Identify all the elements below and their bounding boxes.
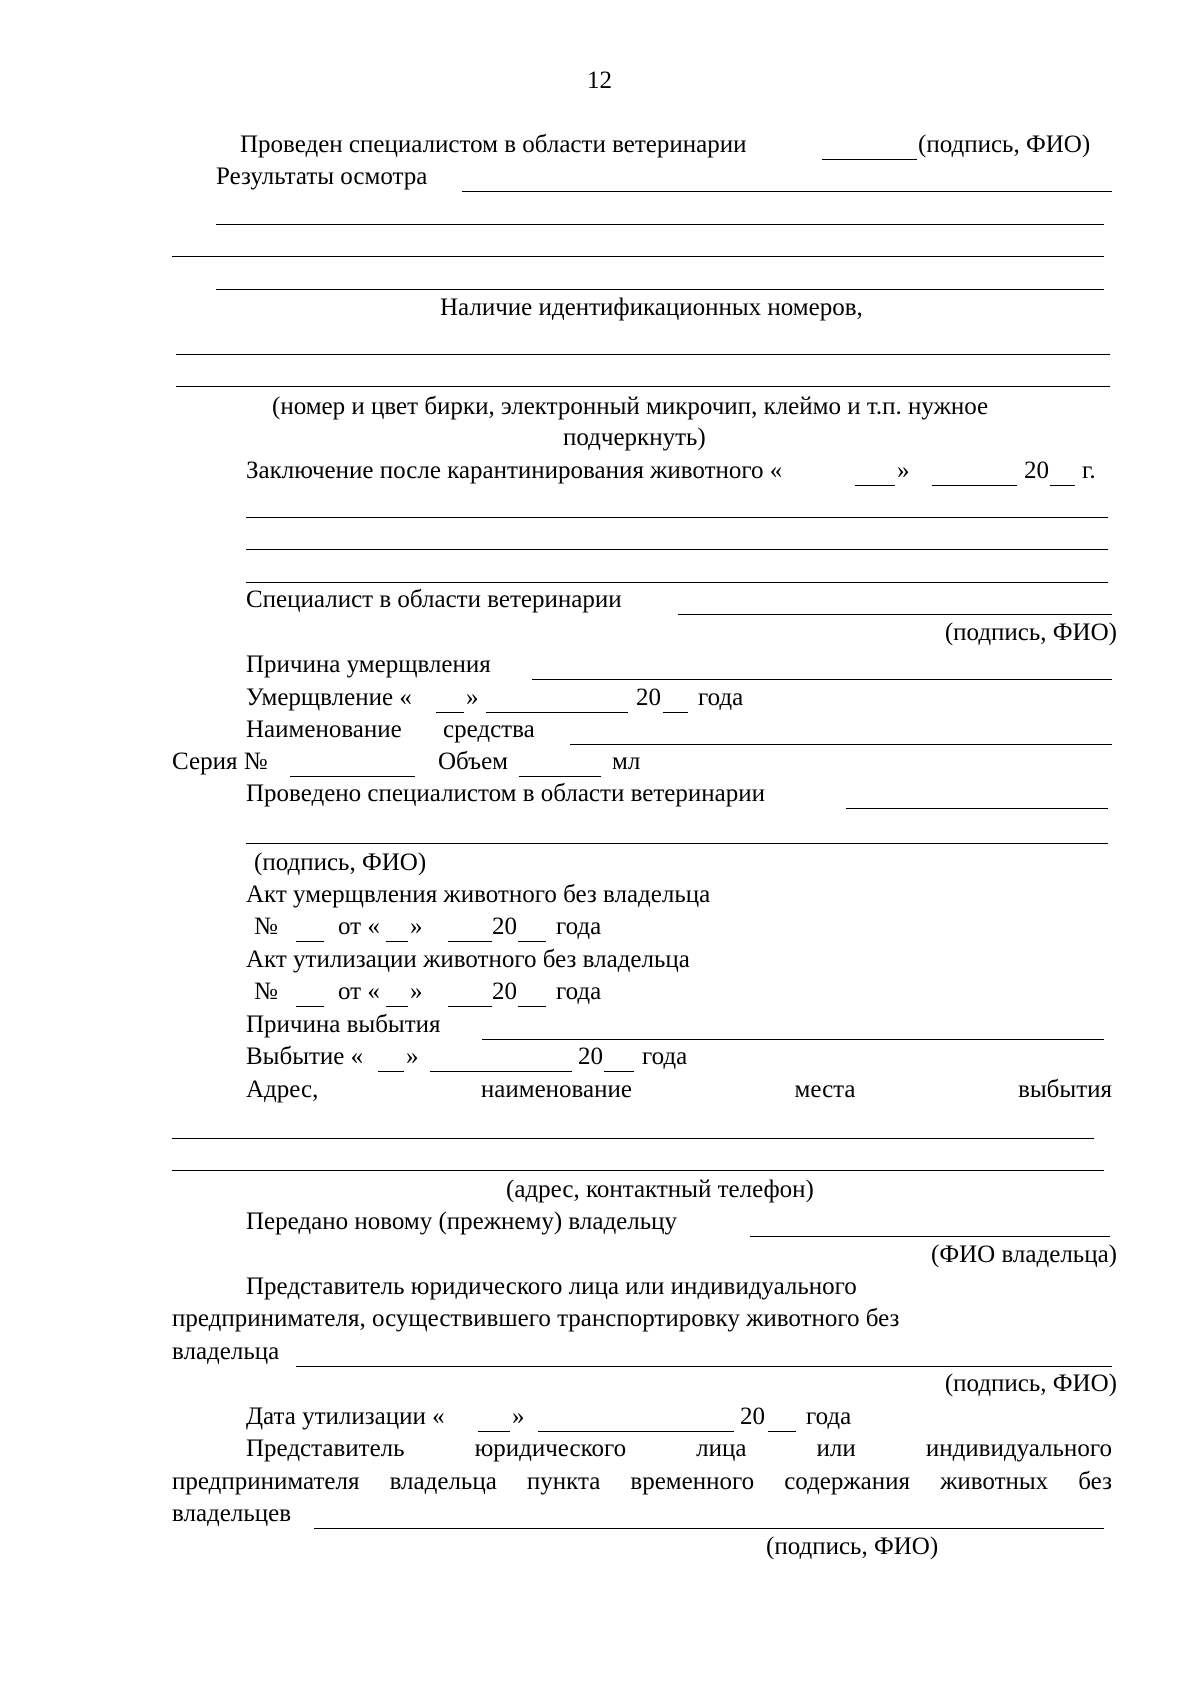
quote-close: » <box>897 457 910 484</box>
conclusion-label: Заключение после карантинирования животного « <box>246 457 783 484</box>
goda: года <box>806 1403 852 1430</box>
agent-name-label: Наименование <box>246 716 402 743</box>
signature-note: (подпись, ФИО) <box>766 1533 939 1560</box>
volume-label: Объем <box>438 748 508 775</box>
blank-line[interactable] <box>462 191 1112 192</box>
euthanasia-act-label: Акт умерщвления животного без владельца <box>246 881 711 908</box>
number-sign: № <box>254 913 278 940</box>
conducted-specialist-label: Проведен специалистом в области ветеринарии <box>240 131 747 158</box>
address-word: места <box>794 1076 856 1103</box>
rep-word: владельца <box>389 1468 497 1495</box>
utilization-act-label: Акт утилизации животного без владельца <box>246 946 690 973</box>
blank-line[interactable] <box>172 256 1104 257</box>
day-blank[interactable] <box>386 941 408 942</box>
month-blank[interactable] <box>538 1431 734 1432</box>
blank-line[interactable] <box>246 517 1108 518</box>
blank-line[interactable] <box>246 549 1108 550</box>
day-blank[interactable] <box>386 1006 408 1007</box>
address-word: Адрес, <box>246 1076 319 1103</box>
id-numbers-label: Наличие идентификационных номеров, <box>440 294 863 321</box>
blank-line[interactable] <box>570 744 1112 745</box>
year-blank[interactable] <box>768 1431 796 1432</box>
year-blank[interactable] <box>604 1071 634 1072</box>
goda: года <box>556 913 602 940</box>
blank-line[interactable] <box>216 289 1104 290</box>
year-g: г. <box>1082 457 1096 484</box>
year-blank[interactable] <box>663 712 688 713</box>
rep-word: юридического <box>474 1435 627 1462</box>
euthanasia-reason-label: Причина умерщвления <box>246 651 491 678</box>
year-prefix: 20 <box>492 913 517 940</box>
quote-close: » <box>410 978 423 1005</box>
conducted-vet-label: Проведено специалистом в области ветеринарии <box>246 780 765 807</box>
blank-line[interactable] <box>246 843 1108 844</box>
series-label: Серия № <box>172 748 268 775</box>
year-prefix: 20 <box>578 1043 603 1070</box>
blank-line[interactable] <box>246 582 1108 583</box>
rep-word: без <box>1078 1468 1112 1495</box>
vet-specialist-label: Специалист в области ветеринарии <box>246 586 622 613</box>
year-blank[interactable] <box>1050 485 1075 486</box>
year-blank[interactable] <box>518 941 546 942</box>
rep-word: Представитель <box>246 1435 405 1462</box>
transferred-label: Передано новому (прежнему) владельцу <box>246 1208 678 1235</box>
rep-word: содержания <box>784 1468 911 1495</box>
tag-note-cont: подчеркнуть) <box>563 424 706 451</box>
day-blank[interactable] <box>378 1071 404 1072</box>
signature-note: (подпись, ФИО) <box>254 849 427 876</box>
year-prefix: 20 <box>492 978 517 1005</box>
blank-line[interactable] <box>296 1366 1112 1367</box>
utilization-date-label: Дата утилизации « <box>246 1403 445 1430</box>
blank-line[interactable] <box>822 159 917 160</box>
rep-transport-line2: предпринимателя, осуществившего транспортировку животного без <box>172 1305 900 1332</box>
year-blank[interactable] <box>518 1006 546 1007</box>
series-blank[interactable] <box>290 776 415 777</box>
rep-transport-line1: Представитель юридического лица или индивидуального <box>246 1273 857 1300</box>
day-blank[interactable] <box>855 485 895 486</box>
rep-shelter-line2 <box>172 1467 1112 1497</box>
ml-label: мл <box>612 748 641 775</box>
rep-shelter-line3: владельцев <box>172 1500 292 1527</box>
euthanasia-label: Умерщвление « <box>246 684 412 711</box>
agent-name-label-cont: средства <box>443 716 535 743</box>
rep-word: временного <box>630 1468 755 1495</box>
blank-line[interactable] <box>172 1138 1094 1139</box>
blank-line[interactable] <box>482 1039 1104 1040</box>
quote-close: » <box>410 913 423 940</box>
month-blank[interactable] <box>448 941 492 942</box>
rep-transport-line3: владельца <box>172 1338 280 1365</box>
rep-word: или <box>816 1435 856 1462</box>
year-prefix: 20 <box>740 1403 765 1430</box>
rep-word: индивидуального <box>925 1435 1112 1462</box>
month-blank[interactable] <box>448 1006 492 1007</box>
blank-line[interactable] <box>314 1528 1104 1529</box>
number-blank[interactable] <box>296 1006 324 1007</box>
address-note: (адрес, контактный телефон) <box>506 1176 814 1203</box>
page-number: 12 <box>587 67 612 94</box>
month-blank[interactable] <box>486 712 628 713</box>
rep-shelter-line1 <box>246 1434 1112 1464</box>
signature-note: (подпись, ФИО) <box>918 131 1091 158</box>
rep-word: животных <box>940 1468 1049 1495</box>
goda: года <box>556 978 602 1005</box>
signature-note: (подпись, ФИО) <box>944 619 1117 646</box>
day-blank[interactable] <box>436 712 464 713</box>
rep-word: лица <box>696 1435 747 1462</box>
tag-note: (номер и цвет бирки, электронный микрочип, клеймо и т.п. нужное <box>272 393 989 420</box>
goda: года <box>698 684 744 711</box>
blank-line[interactable] <box>176 386 1110 387</box>
address-word: наименование <box>480 1076 632 1103</box>
address-label-row <box>246 1075 1112 1105</box>
blank-line[interactable] <box>846 808 1108 809</box>
month-blank[interactable] <box>430 1071 572 1072</box>
from-label: от « <box>338 978 380 1005</box>
blank-line[interactable] <box>532 679 1112 680</box>
year-prefix: 20 <box>1024 457 1049 484</box>
from-label: от « <box>338 913 380 940</box>
blank-line[interactable] <box>172 1170 1104 1171</box>
quote-close: » <box>512 1403 525 1430</box>
rep-word: предпринимателя <box>172 1468 360 1495</box>
blank-line[interactable] <box>216 224 1104 225</box>
address-word: выбытия <box>1018 1076 1112 1103</box>
quote-close: » <box>466 684 479 711</box>
departure-label: Выбытие « <box>246 1043 364 1070</box>
blank-line[interactable] <box>750 1236 1110 1237</box>
number-sign: № <box>254 978 278 1005</box>
blank-line[interactable] <box>678 614 1112 615</box>
signature-note: (подпись, ФИО) <box>944 1370 1117 1397</box>
blank-line[interactable] <box>176 354 1110 355</box>
day-blank[interactable] <box>478 1431 510 1432</box>
month-blank[interactable] <box>932 485 1017 486</box>
number-blank[interactable] <box>296 941 324 942</box>
quote-close: » <box>406 1043 419 1070</box>
year-prefix: 20 <box>636 684 661 711</box>
goda: года <box>642 1043 688 1070</box>
inspection-results-label: Результаты осмотра <box>216 163 428 190</box>
volume-blank[interactable] <box>519 776 601 777</box>
departure-reason-label: Причина выбытия <box>246 1011 441 1038</box>
rep-word: пункта <box>526 1468 601 1495</box>
owner-fio-note: (ФИО владельца) <box>931 1241 1117 1268</box>
